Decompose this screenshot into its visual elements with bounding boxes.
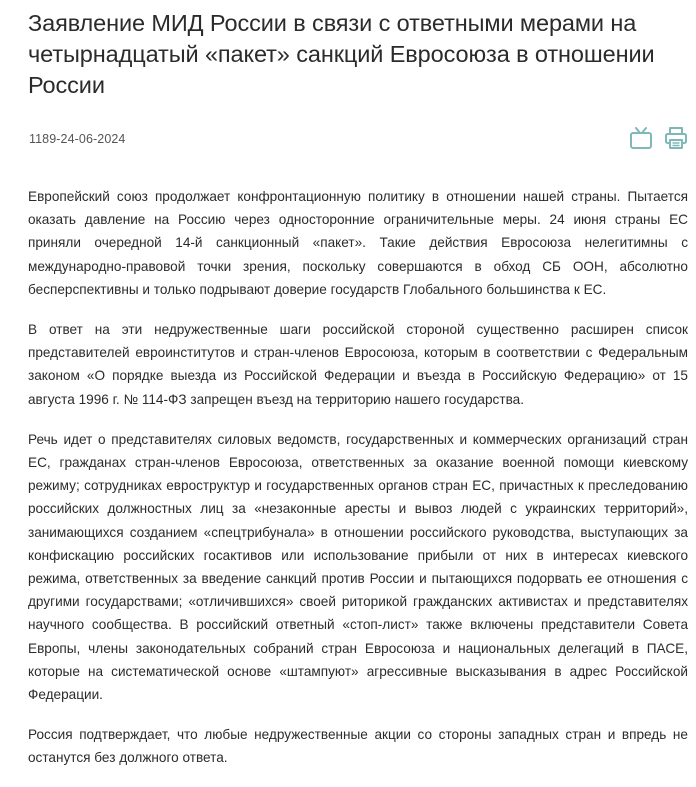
print-icon[interactable] [664,126,688,150]
paragraph: Европейский союз продолжает конфронтационную политику в отношении нашей страны. Пытается оказать давление на Россию через односторонние ограничительные меры. 24 июня страны ЕС приняли очередной 14-й санкционный «пакет». Такие действия Евросоюза нелегитимны с международно-правовой точки зрения, поскольку совершаются в обход СБ ООН, абсолютно бесперспективны и только подрывают доверие государств Глобального большинства к ЕС. [28,189,688,297]
article-container [28,0,688,766]
document-id: 1189-24-06-2024 [29,132,126,146]
article-body [28,185,688,787]
page-title: Заявление МИД России в связи с ответными мерами на четырнадцатый «пакет» санкций Евросоюза в отношении России [28,10,655,98]
paragraph: Россия подтверждает, что любые недружественные акции со стороны западных стран и впредь не останутся без должного ответа. [28,727,688,766]
paragraph: Речь идет о представителях силовых ведомств, государственных и коммерческих организаций стран ЕС, гражданах стран-членов Евросоюза, ответственных за оказание военной помощи киевскому режиму; сотрудниках евроструктур и государственных органов стран ЕС, причастных к преследованию российских должностных лиц за «незаконные аресты и вывоз людей с украинских территорий», занимающихся созданием «спецтрибунала» в отношении российского руководства, выступающих за конфискацию российских госактивов или использование прибыли от них в интересах киевского режима, ответственных за введение санкций против России и пытающихся подорвать ее отношения с другими государствами; «отличившихся» своей риторикой гражданских активистах и представителях научного сообщества. В российский ответный «стоп-лист» также включены представители Совета Европы, члены законодательных собраний стран Евросоюза и национальных делегаций в ПАСЕ, которые на систематической основе «штампуют» агрессивные высказывания в адрес Российской Федерации. [28,431,688,703]
tv-icon[interactable] [628,126,654,150]
paragraph: В ответ на эти недружественные шаги российской стороной существенно расширен список представителей евроинститутов и стран-членов Евросоюза, которым в соответствии с Федеральным законом «О порядке выезда из Российской Федерации и въезда в Российскую Федерацию» от 15 августа 1996 г. № 114-ФЗ запрещен въезд на территорию нашего государства. [28,322,688,407]
meta-row [28,126,688,152]
